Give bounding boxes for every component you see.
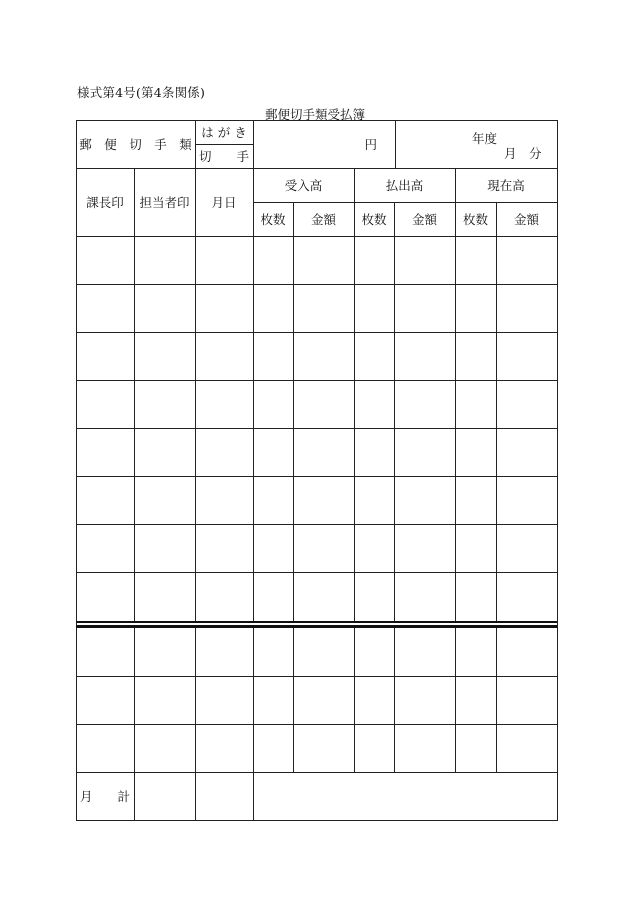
ledger-table: [76, 120, 557, 820]
column-header-balance: 現在高: [487, 178, 525, 193]
total-amount-field: [253, 120, 395, 168]
stamp-label: 切 手: [198, 149, 249, 164]
subheader-received-amount: 金額: [310, 212, 336, 227]
subheader-paid-out-amount: 金額: [411, 212, 437, 227]
column-header-staff-seal: 担当者印: [139, 195, 190, 210]
column-header-section-chief-seal: 課長印: [86, 195, 124, 210]
subheader-balance-amount: 金額: [513, 212, 539, 227]
monthly-total-label: 月 計: [79, 789, 130, 804]
subheader-balance-count: 枚数: [462, 212, 488, 227]
subheader-received-count: 枚数: [260, 212, 286, 227]
subheader-paid-out-count: 枚数: [361, 212, 387, 227]
column-header-date: 月日: [211, 195, 237, 210]
document-title: 郵便切手類受払簿: [264, 107, 365, 122]
yen-unit-label: 円: [364, 137, 377, 152]
carry-forward-separator: [76, 621, 557, 628]
stamp-type-label: 郵 便 切 手 類: [79, 137, 192, 152]
month-part-label: 月 分: [504, 146, 542, 161]
form-number-label: 様式第4号(第4条関係): [77, 85, 206, 100]
column-header-received: 受入高: [284, 178, 323, 193]
column-header-paid-out: 払出高: [385, 178, 424, 193]
fiscal-year-label: 年度: [472, 131, 498, 146]
fiscal-period-field: [395, 120, 557, 168]
postcard-label: は が き: [201, 125, 247, 140]
